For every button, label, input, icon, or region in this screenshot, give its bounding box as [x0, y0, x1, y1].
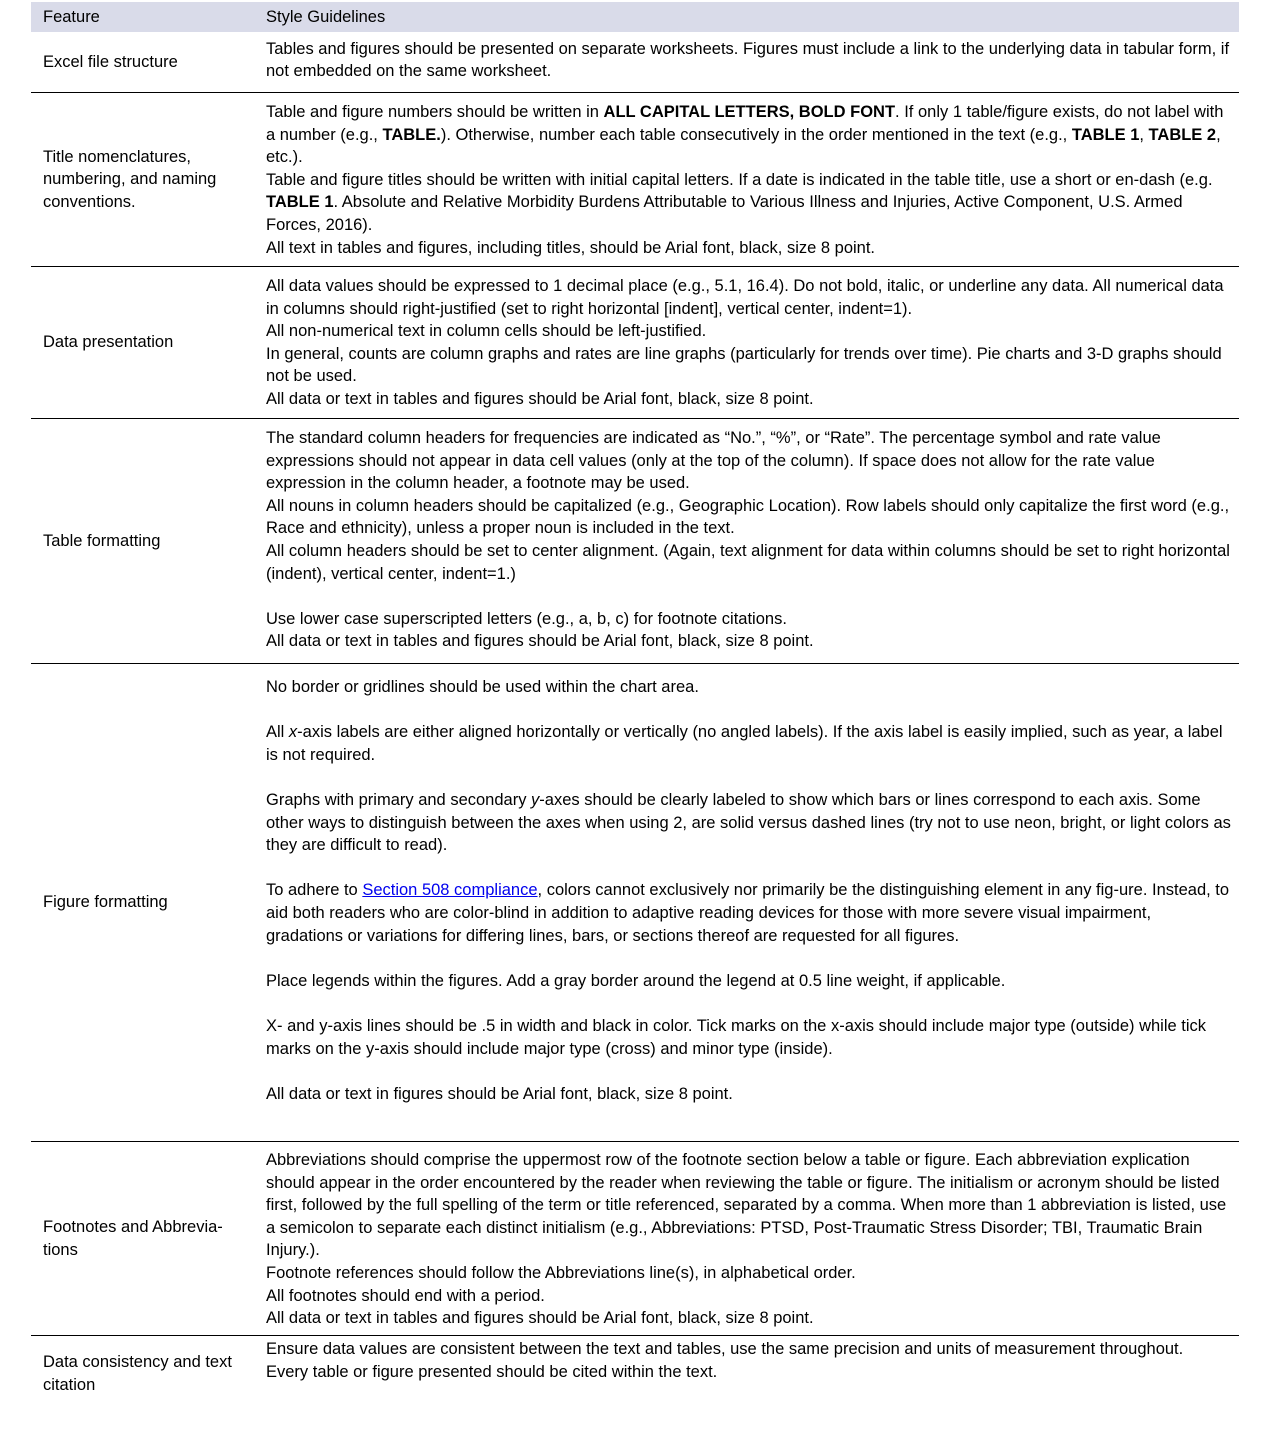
bold-text: ALL CAPITAL LETTERS, BOLD FONT: [603, 103, 896, 122]
guideline-paragraph: Use lower case superscripted letters (e.g., a, b, c) for footnote citations.: [266, 609, 787, 628]
blank-line: [266, 766, 1231, 789]
italic-text: x: [288, 723, 298, 742]
text-run: ,: [1139, 125, 1149, 144]
guideline-paragraph: All text in tables and figures, including titles, should be Arial font, black, size 8 point.: [266, 238, 876, 257]
text-run: Table and figure numbers should be written in: [266, 103, 604, 122]
guideline-paragraph: Place legends within the figures. Add a gray border around the legend at 0.5 line weight, if applicable.: [266, 971, 1006, 990]
text-run: , colors cannot exclusively nor primarily be the distinguishing element in any fig-ure. Instead, to aid both readers who are color-blind in addition to adaptive reading devices for those with more severe visual impairment, gradations or variations for differing lines, bars, or sections thereof are requested for all figures.: [266, 881, 1230, 945]
guideline-paragraph: Abbreviations should comprise the uppermost row of the footnote section below a table or figure. Each abbreviation explication should appear in the order encountered by the reader when reviewing the table or figure. The initialism or acronym should be listed first, followed by the full spelling of the term or title referenced, separated by a comma. When more than 1 abbreviation is listed, use a semicolon to separate each distinct initialism (e.g., Abbreviations: PTSD, Post-Traumatic Stress Disorder; TBI, Traumatic Brain Injury.).: [266, 1151, 1227, 1260]
guideline-paragraph: X- and y-axis lines should be .5 in width and black in color. Tick marks on the x-axis should include major type (outside) while tick marks on the y-axis should include major type (cross) and minor type (inside).: [266, 1017, 1207, 1058]
table-row-data-consistency: [31, 1336, 1239, 1412]
blank-line: [266, 1060, 1231, 1083]
feature-cell: Excel file structure: [43, 52, 178, 71]
guideline-paragraph: Every table or figure presented should be cited within the text.: [266, 1362, 718, 1381]
guideline-paragraph: No border or gridlines should be used within the chart area.: [266, 678, 699, 697]
guideline-cell: [254, 1142, 1239, 1336]
table-row-title-nomenclatures: [31, 93, 1239, 267]
guideline-paragraph: All footnotes should end with a period.: [266, 1286, 545, 1305]
bold-text: TABLE 1: [266, 193, 334, 212]
guideline-paragraph: In general, counts are column graphs and rates are line graphs (particularly for trends over time). Pie charts and 3-D graphs should not be used.: [266, 344, 1222, 386]
header-feature: Feature: [31, 2, 254, 32]
text-run: To adhere to: [266, 881, 363, 900]
text-run: Table and figure titles should be written with initial capital letters. If a date is indicated in the table title, use a short or en-dash (e.g.: [266, 170, 1213, 189]
blank-line: [266, 992, 1231, 1015]
guideline-paragraph: All column headers should be set to center alignment. (Again, text alignment for data within columns should be set to right horizontal (indent), vertical center, indent=1.): [266, 542, 1230, 583]
guideline-paragraph: All data or text in tables and figures should be Arial font, black, size 8 point.: [266, 390, 814, 409]
text-run: , etc.).: [266, 125, 1221, 167]
table-row-footnotes-abbreviations: [31, 1142, 1239, 1336]
guideline-paragraph: [266, 879, 1231, 947]
table-row-data-presentation: [31, 267, 1239, 419]
guideline-paragraph: All data or text in figures should be Arial font, black, size 8 point.: [266, 1084, 733, 1103]
blank-line: [266, 585, 1231, 608]
header-style-guidelines: Style Guidelines: [254, 2, 1239, 32]
feature-cell: Title nomenclatures, numbering, and naming conventions.: [43, 147, 217, 211]
text-run: -axes should be clearly labeled to show which bars or lines correspond to each axis. Some other ways to distinguish between the axes when using 2, are solid versus dashed lines (try not to use neon, bright, or light colors as they are difficult to read).: [266, 791, 1231, 855]
guideline-paragraph: [266, 789, 1231, 857]
blank-line: [266, 699, 1231, 722]
table-header-row: [31, 2, 1239, 32]
guideline-cell: [254, 267, 1239, 419]
guideline-cell: [254, 664, 1239, 1142]
guideline-paragraph: Footnote references should follow the Abbreviations line(s), in alphabetical order.: [266, 1264, 856, 1283]
text-run: . Absolute and Relative Morbidity Burdens Attributable to Various Illness and Injuries, Active Component, U.S. Armed Forces, 2016).: [266, 193, 1183, 235]
guideline-text: Tables and figures should be presented on separate worksheets. Figures must include a link to the underlying data in tabular form, if not embedded on the same worksheet.: [266, 39, 1230, 81]
blank-line: [266, 947, 1231, 970]
blank-line: [266, 857, 1231, 880]
text-run: Graphs with primary and secondary: [266, 791, 532, 810]
bold-text: TABLE 1: [1071, 125, 1140, 144]
guideline-cell: [254, 1336, 1239, 1412]
feature-cell: Figure formatting: [43, 893, 168, 912]
guideline-cell: [254, 419, 1239, 664]
bold-text: TABLE 2: [1148, 125, 1217, 144]
text-run: All: [266, 723, 289, 742]
guideline-cell: [254, 93, 1239, 267]
text-run: . If only 1 table/figure exists, do not label with a number (e.g.,: [266, 103, 1224, 144]
feature-cell: Table formatting: [43, 531, 161, 550]
guideline-paragraph: [266, 101, 1231, 169]
guideline-paragraph: [266, 721, 1231, 766]
guideline-cell: [254, 32, 1239, 93]
text-run: -axis labels are either aligned horizontally or vertically (no angled labels). If the axis label is easily implied, such as year, a label is not required.: [266, 723, 1223, 764]
guideline-paragraph: Ensure data values are consistent between the text and tables, use the same precision and units of measurement throughout.: [266, 1340, 1184, 1359]
feature-cell: Data consistency and text citation: [43, 1353, 232, 1394]
guideline-paragraph: All nouns in column headers should be capitalized (e.g., Geographic Location). Row labels should only capitalize the first word (e.g., Race and ethnicity), unless a proper noun is included in the text.: [266, 496, 1230, 538]
guideline-paragraph: All data or text in tables and figures should be Arial font, black, size 8 point.: [266, 632, 814, 651]
italic-text: y: [531, 791, 540, 810]
section-508-compliance-link[interactable]: Section 508 compliance: [362, 881, 538, 900]
table-row-excel-file-structure: [31, 32, 1239, 93]
guideline-paragraph: All data or text in tables and figures should be Arial font, black, size 8 point.: [266, 1309, 814, 1328]
feature-cell: Footnotes and Abbrevia-tions: [43, 1218, 223, 1259]
guideline-paragraph: All data values should be expressed to 1 decimal place (e.g., 5.1, 16.4). Do not bold, italic, or underline any data. All numerical data in columns should right-justified (set to right horizontal [indent], vertical center, indent=1).: [266, 277, 1224, 318]
table-row-figure-formatting: [31, 664, 1239, 1142]
table-row-table-formatting: [31, 419, 1239, 664]
guideline-paragraph: The standard column headers for frequencies are indicated as “No.”, “%”, or “Rate”. The percentage symbol and rate value expressions should not appear in data cell values (only at the top of the column). If space does not allow for the rate value expression in the column header, a footnote may be used.: [266, 429, 1161, 493]
feature-cell: Data presentation: [43, 333, 174, 352]
guideline-paragraph: All non-numerical text in column cells should be left-justified.: [266, 322, 707, 341]
text-run: ). Otherwise, number each table consecutively in the order mentioned in the text (e.g.,: [440, 125, 1072, 144]
bold-text: TABLE.: [382, 125, 441, 144]
guideline-paragraph: [266, 169, 1231, 237]
style-guidelines-table: [31, 2, 1239, 1412]
